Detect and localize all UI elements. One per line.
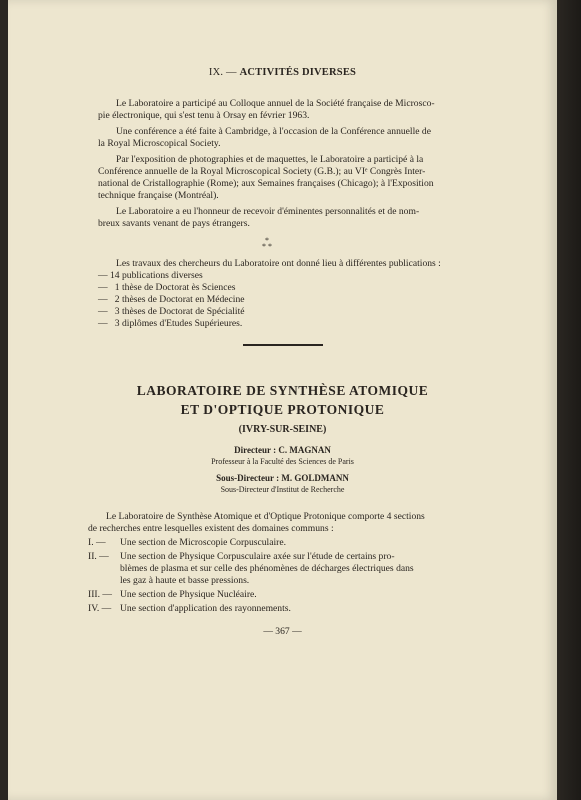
lab-section-number: II. — <box>88 551 109 562</box>
section-numeral: IX. — <box>208 67 240 78</box>
lab-section-number: III. — <box>88 589 112 600</box>
lab-title-line-1: LABORATOIRE DE SYNTHÈSE ATOMIQUE <box>136 383 429 398</box>
publication-item: — 2 thèses de Doctorat en Médecine <box>98 294 245 305</box>
paragraph-3-line-1: Par l'exposition de photographies et de maquettes, le Laboratoire a participé à la <box>116 154 424 165</box>
lab-intro-line-2: de recherches entre lesquelles existent des domaines communs : <box>88 523 334 534</box>
subdirector-name: Sous-Directeur : M. GOLDMANN <box>216 473 349 483</box>
document-page <box>8 0 557 800</box>
asterism: * * * <box>262 236 272 251</box>
section-divider <box>243 344 323 346</box>
publication-item: — 3 diplômes d'Etudes Supérieures. <box>98 318 243 329</box>
section-title: ACTIVITÉS DIVERSES <box>239 67 357 78</box>
book-edge <box>557 0 581 800</box>
lab-section-text: Une section de Physique Corpusculaire axée sur l'étude de certains pro- <box>120 551 395 562</box>
director-name: Directeur : C. MAGNAN <box>234 445 331 455</box>
publication-item: — 1 thèse de Doctorat ès Sciences <box>98 282 236 293</box>
paragraph-1-line-1: Le Laboratoire a participé au Colloque annuel de la Société française de Microsco- <box>116 98 435 109</box>
lab-section-number: I. — <box>88 537 106 548</box>
paragraph-4-line-1: Le Laboratoire a eu l'honneur de recevoir d'éminentes personnalités et de nom- <box>116 206 420 217</box>
publication-item: — 14 publications diverses <box>98 270 203 281</box>
paragraph-3-line-3: national de Cristallographie (Rome); aux Semaines françaises (Chicago); à l'Exposition <box>98 178 434 189</box>
publications-intro: Les travaux des chercheurs du Laboratoire ont donné lieu à différentes publications : <box>116 258 441 269</box>
page-number: — 367 — <box>263 626 302 637</box>
lab-location: (IVRY-SUR-SEINE) <box>238 424 327 435</box>
paragraph-4-line-2: breux savants venant de pays étrangers. <box>98 218 250 229</box>
lab-section-text: Une section de Physique Nucléaire. <box>120 589 257 600</box>
lab-section-text: les gaz à haute et basse pressions. <box>120 575 250 586</box>
section-heading <box>8 67 557 78</box>
paragraph-2-line-1: Une conférence a été faite à Cambridge, à l'occasion de la Conférence annuelle de <box>116 126 431 137</box>
lab-title-line-2: ET D'OPTIQUE PROTONIQUE <box>180 402 385 417</box>
director-role: Professeur à la Faculté des Sciences de Paris <box>211 457 354 466</box>
publication-item: — 3 thèses de Doctorat de Spécialité <box>98 306 245 317</box>
lab-section-text: blèmes de plasma et sur celle des phénomènes de décharges électriques dans <box>120 563 414 574</box>
lab-section-text: Une section d'application des rayonnements. <box>120 603 291 614</box>
lab-section-text: Une section de Microscopie Corpusculaire. <box>120 537 286 548</box>
lab-section-number: IV. — <box>88 603 112 614</box>
subdirector-role: Sous-Directeur d'Institut de Recherche <box>220 485 345 494</box>
paragraph-1-line-2: pie électronique, qui s'est tenu à Orsay en février 1963. <box>98 110 310 121</box>
paragraph-3-line-2: Conférence annuelle de la Royal Microscopical Society (G.B.); au VIᵉ Congrès Inter- <box>98 166 426 177</box>
lab-intro-line-1: Le Laboratoire de Synthèse Atomique et d'Optique Protonique comporte 4 sections <box>106 511 425 522</box>
paragraph-2-line-2: la Royal Microscopical Society. <box>98 138 221 149</box>
paragraph-3-line-4: technique française (Montréal). <box>98 190 219 201</box>
